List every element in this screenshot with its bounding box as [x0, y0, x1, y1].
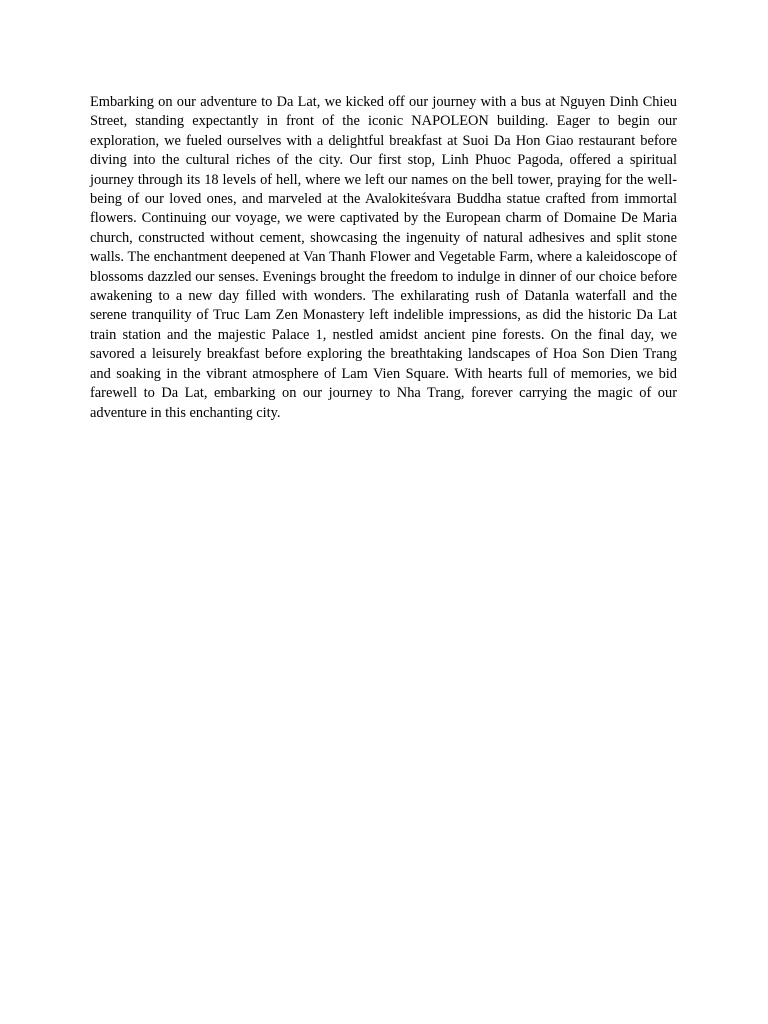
- body-paragraph: Embarking on our adventure to Da Lat, we kicked off our journey with a bus at Nguyen Dinh Chieu Street, standing expectantly in front of the iconic NAPOLEON building. Eager to begin our exploration, we fueled ourselves with a delightful breakfast at Suoi Da Hon Giao restaurant before diving into the cultural riches of the city. Our first stop, Linh Phuoc Pagoda, offered a spiritual journey through its 18 levels of hell, where we left our names on the bell tower, praying for the well-being of our loved ones, and marveled at the Avalokiteśvara Buddha statue crafted from immortal flowers. Continuing our voyage, we were captivated by the European charm of Domaine De Maria church, constructed without cement, showcasing the ingenuity of natural adhesives and split stone walls. The enchantment deepened at Van Thanh Flower and Vegetable Farm, where a kaleidoscope of blossoms dazzled our senses. Evenings brought the freedom to indulge in dinner of our choice before awakening to a new day filled with wonders. The exhilarating rush of Datanla waterfall and the serene tranquility of Truc Lam Zen Monastery left indelible impressions, as did the historic Da Lat train station and the majestic Palace 1, nestled amidst ancient pine forests. On the final day, we savored a leisurely breakfast before exploring the breathtaking landscapes of Hoa Son Dien Trang and soaking in the vibrant atmosphere of Lam Vien Square. With hearts full of memories, we bid farewell to Da Lat, embarking on our journey to Nha Trang, forever carrying the magic of our adventure in this enchanting city.: [90, 94, 677, 421]
